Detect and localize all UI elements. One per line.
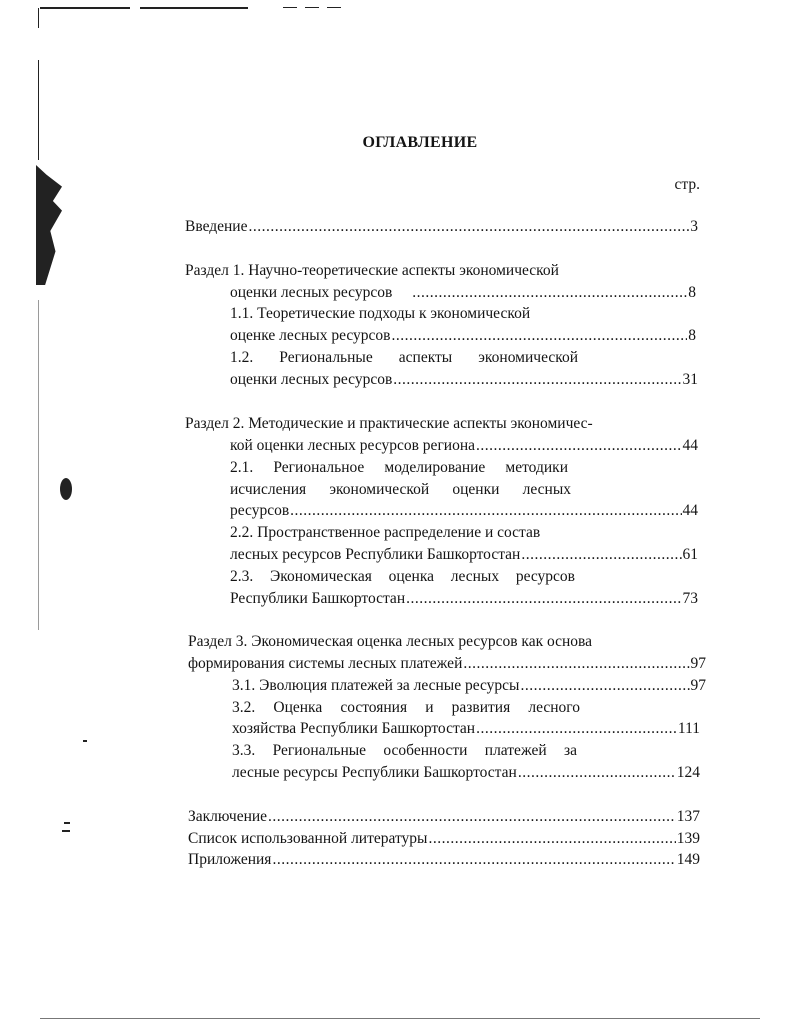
toc-page-number: 31 bbox=[682, 371, 698, 388]
scan-top-line bbox=[40, 7, 130, 9]
toc-leader-dots bbox=[476, 435, 681, 457]
toc-entry-title: Республики Башкортостан bbox=[230, 590, 406, 607]
toc-entry-2-1[interactable] bbox=[230, 500, 698, 522]
toc-entry-title: оценки лесных ресурсов bbox=[230, 284, 393, 301]
toc-leader-dots bbox=[290, 500, 681, 522]
toc-entry-title: 3.1. Эволюция платежей за лесные ресурсы bbox=[232, 677, 520, 694]
toc-entry-title: 2.2. Пространственное распределение и состав bbox=[230, 524, 541, 541]
toc-leader-dots bbox=[248, 216, 689, 238]
toc-section-heading bbox=[185, 260, 559, 282]
toc-entry-1-2[interactable] bbox=[230, 369, 698, 391]
toc-leader-dots bbox=[518, 762, 676, 784]
toc-entry-title: хозяйства Республики Башкортостан bbox=[232, 720, 476, 737]
toc-entry-title: лесные ресурсы Республики Башкортостан bbox=[232, 764, 517, 781]
scan-speck bbox=[64, 822, 70, 824]
toc-entry-intro[interactable] bbox=[185, 216, 698, 238]
toc-entry-1-1[interactable] bbox=[230, 325, 696, 347]
toc-leader-dots bbox=[476, 718, 677, 740]
toc-subsection-line bbox=[230, 479, 571, 501]
toc-page-number: 73 bbox=[682, 590, 698, 607]
toc-page-number: 3 bbox=[690, 218, 698, 235]
toc-leader-dots bbox=[406, 588, 681, 610]
scan-top-dash bbox=[327, 7, 341, 8]
toc-entry-title: оценки лесных ресурсов bbox=[230, 371, 393, 388]
toc-page-number: 44 bbox=[682, 502, 698, 519]
toc-subsection-line bbox=[230, 522, 540, 544]
toc-leader-dots bbox=[463, 653, 689, 675]
scan-left-blot bbox=[36, 165, 62, 285]
toc-section-line: Раздел 2. Методические и практические аспекты экономичес- bbox=[185, 415, 593, 432]
scan-top-dash bbox=[305, 7, 319, 8]
toc-page-number: 8 bbox=[688, 327, 696, 344]
toc-entry-2-3[interactable] bbox=[230, 588, 698, 610]
toc-entry-title: Введение bbox=[185, 218, 248, 235]
toc-subsection-line bbox=[230, 457, 568, 479]
toc-section-line: Раздел 1. Научно-теоретические аспекты экономической bbox=[185, 262, 559, 279]
scan-bottom-line bbox=[40, 1018, 760, 1019]
toc-entry-title: оценке лесных ресурсов bbox=[230, 327, 391, 344]
toc-entry-title: кой оценки лесных ресурсов региона bbox=[230, 437, 476, 454]
toc-subsection-line bbox=[232, 697, 580, 719]
toc-page-number: 149 bbox=[676, 851, 700, 868]
toc-entry-title: Заключение bbox=[188, 808, 268, 825]
toc-entry-title: ресурсов bbox=[230, 502, 290, 519]
toc-leader-dots bbox=[272, 849, 675, 871]
toc-entry-title: 2.3. Экономическая оценка лесных ресурсов bbox=[230, 568, 575, 585]
toc-entry-title: формирования системы лесных платежей bbox=[188, 655, 463, 672]
toc-leader-dots bbox=[391, 325, 687, 347]
scan-top-line bbox=[140, 7, 248, 9]
toc-entry-title: лесных ресурсов Республики Башкортостан bbox=[230, 546, 521, 563]
scan-punch-hole bbox=[60, 478, 72, 500]
scan-top-dash bbox=[283, 7, 297, 8]
toc-entry-section1[interactable] bbox=[230, 282, 696, 304]
toc-subsection-line bbox=[230, 566, 575, 588]
toc-page-number: 111 bbox=[677, 720, 700, 737]
toc-entry-title: исчисления экономической оценки лесных bbox=[230, 481, 571, 498]
page-title: ОГЛАВЛЕНИЕ bbox=[362, 134, 478, 151]
toc-entry-2-2[interactable] bbox=[230, 544, 698, 566]
toc-page-number: 97 bbox=[690, 677, 706, 694]
toc-leader-dots bbox=[393, 369, 681, 391]
scan-speck bbox=[83, 740, 87, 742]
toc-entry-section3[interactable] bbox=[188, 653, 706, 675]
toc-entry-title: Список использованной литературы bbox=[188, 830, 428, 847]
scan-left-edge bbox=[38, 8, 39, 28]
toc-entry-title: 1.2. Региональные аспекты экономической bbox=[230, 349, 578, 366]
toc-entry-conclusion[interactable] bbox=[188, 806, 700, 828]
toc-entry-title: 2.1. Региональное моделирование методики bbox=[230, 459, 568, 476]
toc-page-number: 139 bbox=[676, 830, 700, 847]
toc-section-line: Раздел 3. Экономическая оценка лесных ресурсов как основа bbox=[188, 633, 593, 650]
toc-leader-dots bbox=[521, 544, 681, 566]
toc-entry-appendices[interactable] bbox=[188, 849, 700, 871]
toc-subsection-line bbox=[230, 347, 578, 369]
toc-entry-3-1[interactable] bbox=[232, 675, 706, 697]
toc-section-heading bbox=[185, 413, 593, 435]
page-column-header: стр. bbox=[674, 176, 700, 193]
toc-subsection-line bbox=[232, 740, 577, 762]
toc-entry-title: 1.1. Теоретические подходы к экономической bbox=[230, 305, 531, 322]
toc-entry-3-2[interactable] bbox=[232, 718, 700, 740]
toc-leader-dots bbox=[428, 828, 675, 850]
toc-leader-dots bbox=[412, 282, 687, 304]
toc-page-number: 97 bbox=[690, 655, 706, 672]
toc-page-number: 137 bbox=[676, 808, 700, 825]
toc-page-number: 44 bbox=[682, 437, 698, 454]
toc-entry-title: Приложения bbox=[188, 851, 272, 868]
toc-subsection-line bbox=[230, 303, 530, 325]
toc-entry-title: 3.2. Оценка состояния и развития лесного bbox=[232, 699, 580, 716]
toc-entry-3-3[interactable] bbox=[232, 762, 700, 784]
toc-page-number: 61 bbox=[682, 546, 698, 563]
scan-speck bbox=[62, 830, 70, 832]
toc-leader-dots bbox=[268, 806, 676, 828]
toc-section-heading bbox=[188, 631, 592, 653]
toc-page-number: 8 bbox=[688, 284, 696, 301]
toc-entry-title: 3.3. Региональные особенности платежей за bbox=[232, 742, 577, 759]
toc-page-number: 124 bbox=[676, 764, 700, 781]
toc-entry-references[interactable] bbox=[188, 828, 700, 850]
toc-leader-dots bbox=[520, 675, 689, 697]
toc-entry-section2[interactable] bbox=[230, 435, 698, 457]
scan-left-edge bbox=[38, 300, 39, 630]
